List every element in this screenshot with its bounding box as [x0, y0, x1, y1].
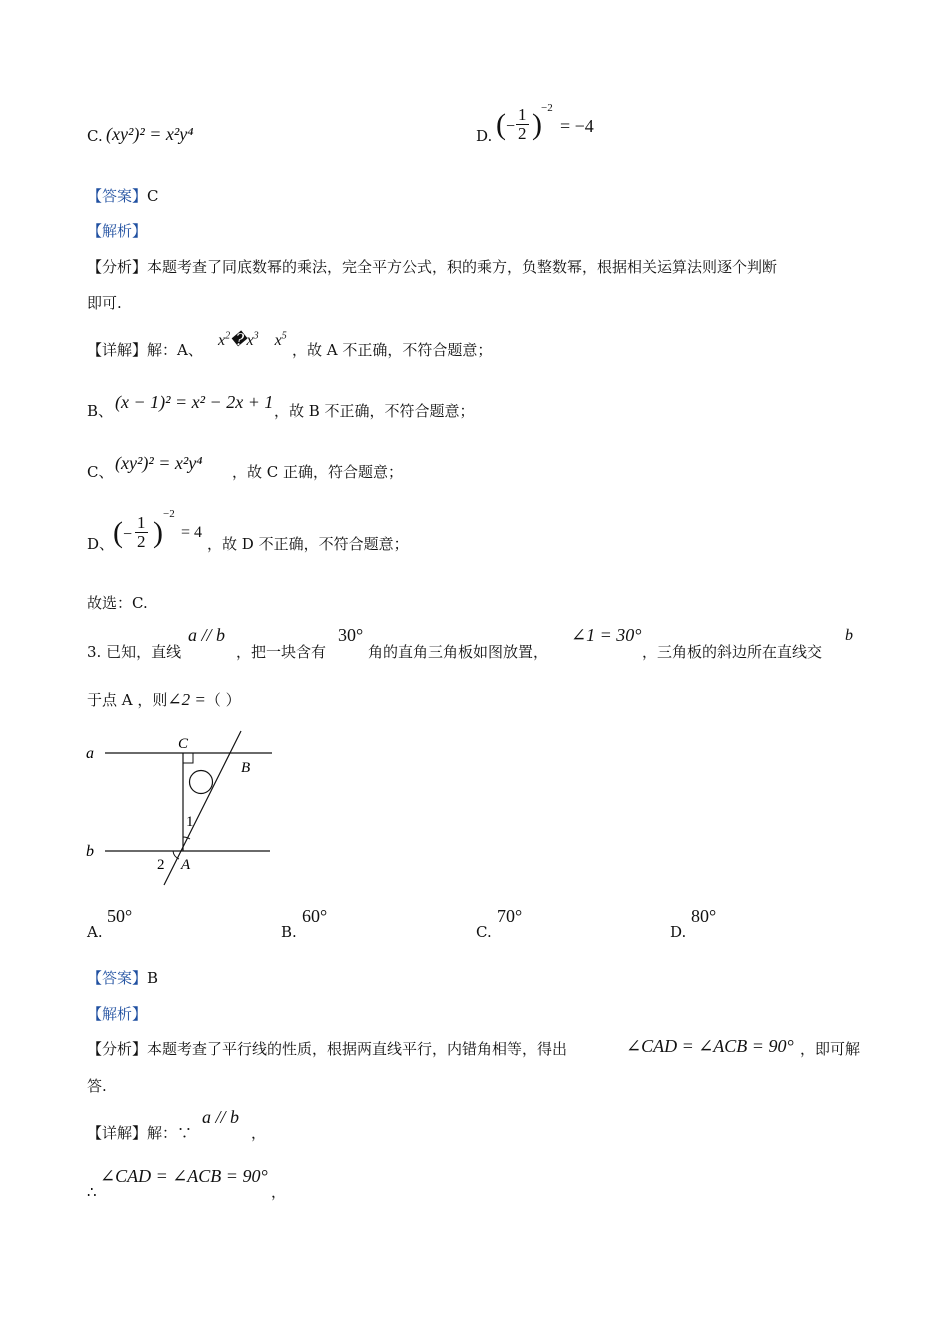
- q2-fenxi-text1: 本题考查了同底数幂的乘法，完全平方公式，积的乘方，负整数幂，根据相关运算法则逐个判断: [147, 258, 778, 276]
- label-A: A: [181, 857, 191, 873]
- q2-option-c-expr: [106, 124, 194, 145]
- q2-detail-b-suffix: ，故 B 不正确，不符合题意；: [274, 402, 475, 420]
- q3-stem-5: 于点 A ，则∠2 =（ ）: [87, 690, 241, 709]
- q2-option-c-rhs: = x²y⁴: [149, 124, 194, 144]
- q2-detail-b-expr: (x − 1)² = x² − 2x + 1: [115, 392, 274, 412]
- q3-answer-value: B: [147, 969, 159, 987]
- q3-detail-tag: 【详解】: [87, 1124, 148, 1142]
- q2-answer: [87, 186, 159, 206]
- q3-fenxi-expr: ∠CAD = ∠ACB = 90°: [626, 1036, 794, 1056]
- q2-fenxi-line1: [87, 257, 777, 277]
- q2-detail-a-suffix: ，故 A 不正确，不符合题意；: [292, 341, 493, 359]
- q3-option-b-letter: B.: [281, 923, 297, 941]
- q3-fenxi-text1: 本题考查了平行线的性质，根据两直线平行，内错角相等，得出: [147, 1040, 568, 1058]
- label-C: C: [178, 736, 189, 752]
- label-1: 1: [186, 814, 194, 830]
- q2-option-c-lhs: (xy²)²: [106, 124, 145, 144]
- q2-detail-b-prefix: B、: [87, 402, 114, 420]
- q2-option-d-minus: −: [506, 118, 516, 135]
- q2-option-d-rhs: = −4: [560, 116, 594, 136]
- q3-option-d-letter: D.: [670, 923, 687, 941]
- q2-analysis-tag: 【解析】: [87, 222, 148, 240]
- q3-option-a-value: 50°: [107, 906, 133, 926]
- q3-stem-3: 角的直角三角板如图放置，: [368, 643, 549, 661]
- q3-stem-ab: a // b: [188, 625, 226, 645]
- q2-detail-a-expr: $x^2�x^3$ $x^5$: [218, 330, 287, 349]
- q2-detail-d-suffix: ，故 D 不正确，不符合题意；: [207, 535, 409, 553]
- q2-detail-a: [87, 340, 203, 360]
- q3-figure: [80, 728, 290, 890]
- q3-fenxi-text3: 答.: [87, 1077, 107, 1095]
- q3-detail-2-expr: ∠CAD = ∠ACB = 90°: [100, 1166, 268, 1186]
- q3-option-d-value: 80°: [691, 906, 717, 926]
- q3-answer-tag: 【答案】: [87, 969, 148, 987]
- q2-detail-a-prefix: 解：A、: [147, 341, 203, 359]
- q2-detail-d-prefix: D、: [87, 535, 115, 553]
- hypotenuse-line: [164, 731, 241, 885]
- label-B: B: [241, 760, 251, 776]
- q3-fenxi-tag: 【分析】: [87, 1040, 148, 1058]
- q2-fenxi-line2: 即可.: [87, 294, 122, 312]
- q2-detail-d-rhs: = 4: [181, 524, 203, 541]
- q3-stem-b: b: [845, 627, 853, 644]
- q3-detail-1-expr: a // b: [202, 1107, 240, 1127]
- q3-detail-line1: 【详解】解：∵: [87, 1124, 193, 1142]
- q2-answer-tag: 【答案】: [87, 187, 148, 205]
- label-2: 2: [157, 857, 165, 873]
- q3-stem-2: ，把一块含有: [236, 643, 327, 661]
- q3-detail-2-suffix: ，: [271, 1183, 287, 1201]
- q2-detail-c-suffix: ，故 C 正确，符合题意；: [232, 463, 404, 481]
- q2-option-d-exponent: −2: [541, 102, 553, 114]
- label-a: a: [86, 745, 94, 762]
- q2-option-d-label: D.: [476, 127, 493, 145]
- q3-stem-4: ，三角板的斜边所在直线交: [642, 643, 823, 661]
- q3-stem-angle1: ∠1 = 30°: [571, 625, 642, 645]
- q3-detail-1-suffix: ，: [251, 1124, 267, 1142]
- q2-detail-c-prefix: C、: [87, 463, 114, 481]
- q3-fenxi-text2: ，即可解: [800, 1040, 861, 1058]
- q3-option-b-value: 60°: [302, 906, 328, 926]
- q2-option-d-fraction: $\frac{1}{2}$: [518, 105, 527, 143]
- q3-answer: [87, 968, 158, 988]
- q2-fenxi-tag: 【分析】: [87, 258, 148, 276]
- q3-fenxi-line1: [87, 1039, 567, 1059]
- triangle-hole: [190, 771, 213, 794]
- q3-option-c-value: 70°: [497, 906, 523, 926]
- therefore-symbol: ∴: [87, 1183, 97, 1201]
- q3-option-a-letter: A.: [87, 923, 103, 941]
- q3-stem-30: 30°: [338, 625, 364, 645]
- q2-conclusion: 故选：C.: [87, 594, 148, 612]
- q3-analysis-tag: 【解析】: [87, 1005, 148, 1023]
- because-symbol: ∵: [177, 1124, 193, 1142]
- q3-stem-1: 3. 已知，直线: [87, 643, 182, 661]
- q2-answer-value: C: [147, 187, 159, 205]
- q3-stem-angle2: ∠2 =: [167, 690, 206, 709]
- right-angle-mark: [183, 753, 193, 763]
- q3-option-c-letter: C.: [476, 923, 492, 941]
- q2-detail-d-fraction: $\frac{1}{2}$: [137, 513, 146, 551]
- q2-detail-tag: 【详解】: [87, 341, 148, 359]
- q2-detail-c-expr: (xy²)² = x²y⁴: [115, 453, 203, 473]
- q3-stem-6: （ ）: [205, 691, 241, 709]
- q2-option-c-label: C.: [87, 127, 103, 145]
- label-b: b: [86, 843, 94, 860]
